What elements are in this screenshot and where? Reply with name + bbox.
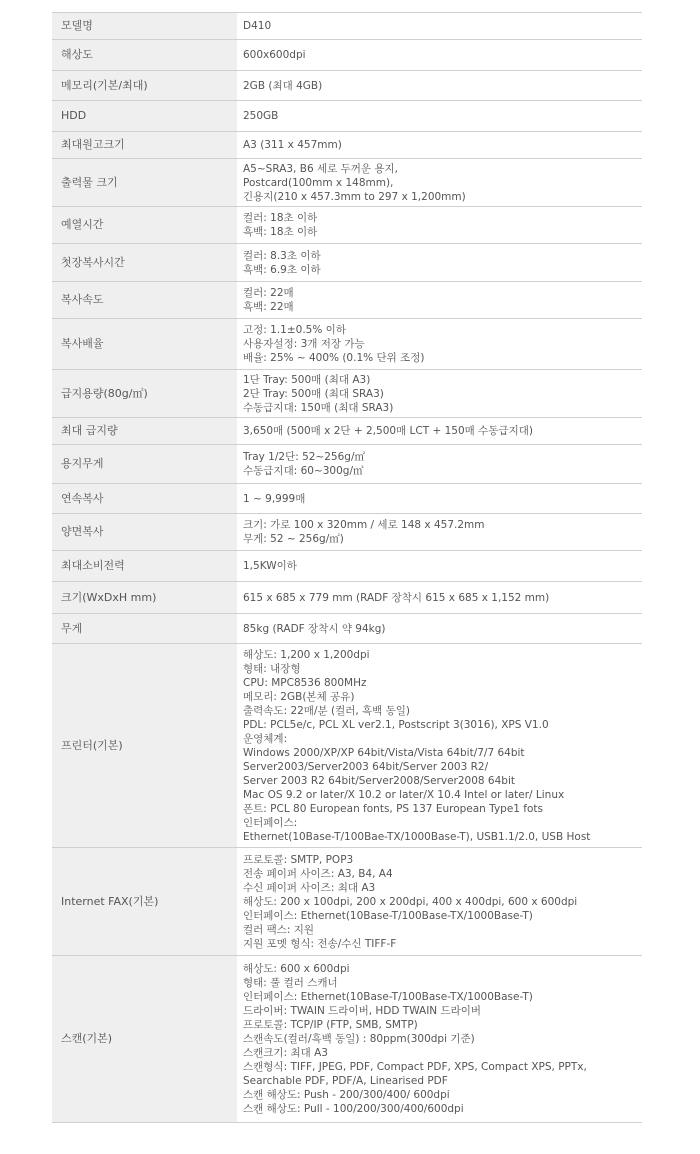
spec-value-line: 해상도: 200 x 100dpi, 200 x 200dpi, 400 x 400dpi, 600 x 600dpi (243, 895, 578, 908)
spec-value (237, 207, 642, 244)
spec-row (52, 40, 642, 71)
spec-value-line: A5~SRA3, B6 세로 두꺼운 용지, (243, 162, 398, 175)
spec-table (52, 12, 642, 1123)
spec-row (52, 132, 642, 159)
spec-value (237, 484, 642, 514)
spec-value (237, 13, 642, 40)
spec-value-line: 1,5KW이하 (243, 560, 297, 572)
spec-value-line: Server2003/Server2003 64bit/Server 2003 R2/ (243, 760, 489, 773)
spec-value-line: 스캔크기: 최대 A3 (243, 1047, 328, 1059)
spec-row (52, 13, 642, 40)
spec-value-line: CPU: MPC8536 800MHz (243, 676, 367, 689)
spec-row (52, 159, 642, 207)
spec-value-line: 사용자설정: 3개 저장 가능 (243, 338, 365, 350)
spec-label: Internet FAX(기본) (52, 848, 237, 956)
spec-value (237, 101, 642, 132)
spec-row (52, 484, 642, 514)
spec-row (52, 551, 642, 582)
spec-value-line: Tray 1/2단: 52~256g/㎡ (243, 451, 365, 463)
spec-row (52, 418, 642, 445)
spec-value-line: 인터페이스: Ethernet(10Base-T/100Base-TX/1000Base-T) (243, 991, 533, 1003)
spec-value-line: 프로토콜: TCP/IP (FTP, SMB, SMTP) (243, 1019, 418, 1031)
spec-value (237, 40, 642, 71)
spec-value-line: 메모리: 2GB(본체 공유) (243, 690, 355, 703)
spec-value-line: 85kg (RADF 장착시 약 94kg) (243, 622, 386, 635)
spec-value (237, 132, 642, 159)
spec-label: 프린터(기본) (52, 644, 237, 848)
spec-value-line: 배율: 25% ~ 400% (0.1% 단위 조정) (243, 352, 425, 364)
spec-value-line: 컬러: 22매 (243, 287, 294, 299)
spec-value-line: 형태: 풀 컬러 스캐너 (243, 977, 338, 989)
spec-value-line: 출력속도: 22매/분 (컬러, 흑백 동일) (243, 704, 411, 717)
spec-row (52, 71, 642, 101)
spec-value-line: Ethernet(10Base-T/100Bae-TX/1000Base-T), USB1.1/2.0, USB Host (243, 830, 591, 843)
spec-value-line: 지원 포멧 형식: 전송/수신 TIFF-F (243, 937, 397, 950)
spec-label: 해상도 (52, 40, 237, 71)
spec-value-line: 2단 Tray: 500매 (최대 SRA3) (243, 387, 384, 400)
spec-row (52, 582, 642, 614)
spec-label: 최대원고크기 (52, 132, 237, 159)
spec-value-line: 전송 페이퍼 사이즈: A3, B4, A4 (243, 867, 393, 880)
spec-value-line: 흑백: 22매 (243, 301, 294, 313)
spec-value (237, 370, 642, 418)
spec-value-line: 스캔 해상도: Push - 200/300/400/ 600dpi (243, 1089, 450, 1101)
spec-value-line: 흑백: 18초 이하 (243, 226, 318, 238)
spec-value-line: 250GB (243, 110, 279, 122)
spec-value-line: 컬러: 18초 이하 (243, 212, 318, 224)
spec-label: 복사속도 (52, 282, 237, 319)
spec-value-line: Searchable PDF, PDF/A, Linearised PDF (243, 1075, 448, 1087)
spec-value (237, 514, 642, 551)
spec-value-line: 컬러: 8.3초 이하 (243, 249, 321, 262)
spec-label: 양면복사 (52, 514, 237, 551)
spec-value (237, 244, 642, 282)
spec-value-line: 2GB (최대 4GB) (243, 79, 323, 92)
spec-value-line: 3,650매 (500매 x 2단 + 2,500매 LCT + 150매 수동급지대) (243, 425, 533, 437)
spec-value-line: 스캔형식: TIFF, JPEG, PDF, Compact PDF, XPS, Compact XPS, PPTx, (243, 1061, 587, 1073)
spec-value-line: 615 x 685 x 779 mm (RADF 장착시 615 x 685 x 1,152 mm) (243, 591, 550, 604)
spec-row (52, 514, 642, 551)
spec-row (52, 101, 642, 132)
spec-row (52, 956, 642, 1123)
spec-value-line: Mac OS 9.2 or later/X 10.2 or later/X 10.4 Intel or later/ Linux (243, 788, 565, 801)
spec-value (237, 319, 642, 370)
spec-value-line: 프로토콜: SMTP, POP3 (243, 853, 354, 866)
spec-value-line: 고정: 1.1±0.5% 이하 (243, 324, 346, 336)
spec-value-line: Windows 2000/XP/XP 64bit/Vista/Vista 64bit/7/7 64bit (243, 746, 525, 759)
spec-value (237, 282, 642, 319)
spec-table-body (52, 13, 642, 1123)
spec-value-line: 해상도: 600 x 600dpi (243, 963, 350, 975)
spec-label: 크기(WxDxH mm) (52, 582, 237, 614)
spec-value-line: 인터페이스: Ethernet(10Base-T/100Base-TX/1000Base-T) (243, 909, 533, 922)
spec-value-line: 스캔속도(컬러/흑백 동일) : 80ppm(300dpi 기준) (243, 1033, 475, 1045)
spec-value (237, 418, 642, 445)
spec-row (52, 207, 642, 244)
spec-label: 무게 (52, 614, 237, 644)
spec-label: 최대소비전력 (52, 551, 237, 582)
spec-value-line: 인터페이스: (243, 816, 298, 829)
spec-value (237, 848, 642, 956)
spec-value-line: 드라이버: TWAIN 드라이버, HDD TWAIN 드라이버 (243, 1005, 482, 1017)
spec-value-line: 무게: 52 ~ 256g/㎡) (243, 533, 344, 545)
spec-label: 연속복사 (52, 484, 237, 514)
spec-value-line: 수동급지대: 60~300g/㎡ (243, 465, 364, 477)
spec-value (237, 582, 642, 614)
spec-value-line: 컬러 팩스: 지원 (243, 923, 315, 936)
spec-value (237, 551, 642, 582)
spec-value-line: Postcard(100mm x 148mm), (243, 176, 394, 189)
spec-row (52, 644, 642, 848)
spec-value-line: Server 2003 R2 64bit/Server2008/Server2008 64bit (243, 774, 515, 787)
spec-value-line: D410 (243, 20, 272, 32)
spec-row (52, 282, 642, 319)
spec-label: 모델명 (52, 13, 237, 40)
spec-label: 급지용량(80g/㎡) (52, 370, 237, 418)
spec-value-line: 흑백: 6.9초 이하 (243, 263, 321, 276)
spec-row (52, 370, 642, 418)
spec-label: 최대 급지량 (52, 418, 237, 445)
spec-label: 출력물 크기 (52, 159, 237, 207)
spec-value (237, 71, 642, 101)
spec-value-line: 해상도: 1,200 x 1,200dpi (243, 648, 370, 661)
spec-value (237, 445, 642, 484)
spec-value-line: 스캔 해상도: Pull - 100/200/300/400/600dpi (243, 1103, 464, 1115)
spec-row (52, 614, 642, 644)
spec-label: HDD (52, 101, 237, 132)
spec-label: 용지무게 (52, 445, 237, 484)
spec-row (52, 319, 642, 370)
spec-value-line: PDL: PCL5e/c, PCL XL ver2.1, Postscript 3(3016), XPS V1.0 (243, 718, 549, 731)
spec-label: 첫장복사시간 (52, 244, 237, 282)
spec-row (52, 445, 642, 484)
spec-label: 복사배율 (52, 319, 237, 370)
spec-label: 메모리(기본/최대) (52, 71, 237, 101)
spec-value-line: 수신 페이퍼 사이즈: 최대 A3 (243, 881, 376, 894)
spec-value-line: 긴용지(210 x 457.3mm to 297 x 1,200mm) (243, 190, 466, 203)
spec-value-line: 폰트: PCL 80 European fonts, PS 137 European Type1 fots (243, 802, 544, 815)
spec-value-line: 1 ~ 9,999매 (243, 492, 306, 505)
spec-value-line: 형태: 내장형 (243, 662, 301, 675)
spec-value-line: 크기: 가로 100 x 320mm / 세로 148 x 457.2mm (243, 519, 485, 531)
spec-value-line: 수동급지대: 150매 (최대 SRA3) (243, 401, 394, 414)
spec-value (237, 956, 642, 1123)
spec-label: 예열시간 (52, 207, 237, 244)
spec-value (237, 159, 642, 207)
spec-value (237, 614, 642, 644)
spec-value (237, 644, 642, 848)
spec-value-line: 1단 Tray: 500매 (최대 A3) (243, 373, 371, 386)
spec-value-line: 600x600dpi (243, 49, 306, 61)
spec-value-line: A3 (311 x 457mm) (243, 139, 342, 151)
spec-label: 스캔(기본) (52, 956, 237, 1123)
spec-row (52, 848, 642, 956)
spec-row (52, 244, 642, 282)
spec-value-line: 운영체계: (243, 732, 288, 745)
